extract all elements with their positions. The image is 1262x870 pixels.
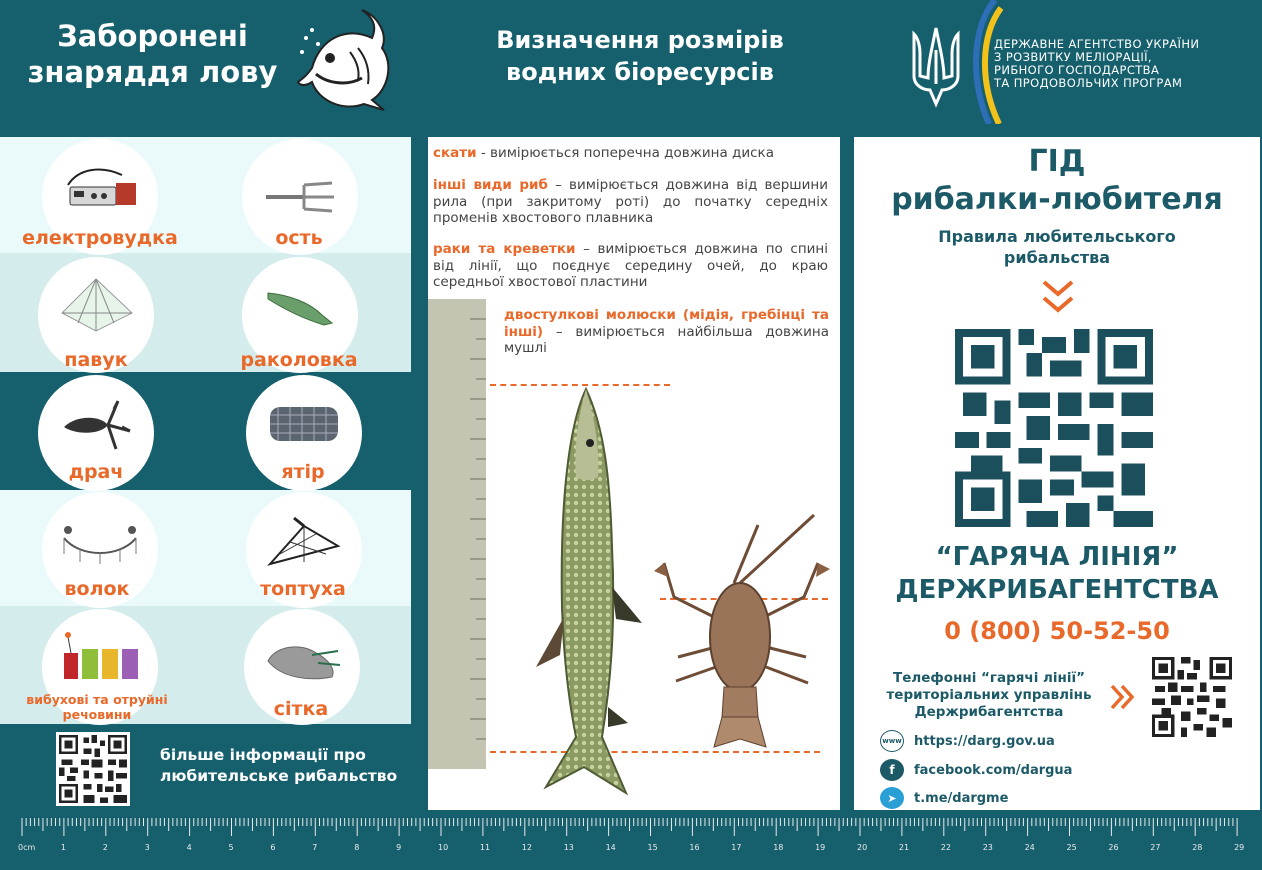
measurement-panel [428,137,840,810]
tool-label: ость [275,227,323,249]
ruler-unit-label: 0cm [18,843,36,852]
guide-title-line1: ГІД [1028,144,1086,179]
ruler-number: 8 [354,843,360,852]
agency-line4: ТА ПРОДОВОЛЬЧИХ ПРОГРАМ [994,76,1183,90]
size-determination-title [452,24,828,88]
fish-logo-icon [292,8,394,112]
size-title-line1: Визначення розмірів [496,26,784,54]
ruler-number: 9 [396,843,402,852]
info-qr-code-icon[interactable] [56,732,130,806]
ruler-number: 6 [270,843,276,852]
vertical-ruler [428,299,486,769]
ruler-number: 4 [186,843,192,852]
hotline-title-line2: ДЕРЖРИБАГЕНТСТВА [895,575,1219,605]
facebook-icon: f [880,759,904,781]
chevron-right-icon [1110,684,1136,710]
ruler-number: 25 [1066,843,1077,852]
guide-title [854,143,1260,219]
ruler-number: 15 [647,843,658,852]
ruler-number: 27 [1150,843,1161,852]
agency-line1: ДЕРЖАВНЕ АГЕНТСТВО УКРАЇНИ [994,37,1200,51]
term-other-fish: інші види риб [433,177,548,193]
telegram-icon: ➤ [880,787,904,809]
ruler-number: 20 [857,843,868,852]
ruler-number: 19 [815,843,826,852]
ruler-number: 29 [1234,843,1245,852]
term-crayfish: раки та креветки [433,241,576,257]
measure-rays: скати - вимірюється поперечна довжина диска [433,145,774,161]
ruler-number: 17 [731,843,742,852]
tool-label: вибухові та отруйні речовини [26,692,168,722]
banned-gear-title [20,18,285,90]
hotline-title-line1: “ГАРЯЧА ЛІНІЯ” [935,542,1179,572]
agency-line2: З РОЗВИТКУ МЕЛІОРАЦІЇ, [994,50,1152,64]
fish-top-line [490,384,670,386]
more-info-text: більше інформації про любительське рибальство [160,746,398,785]
ruler-number: 28 [1192,843,1203,852]
term-rays: скати [433,145,477,161]
ruler-number: 1 [60,843,66,852]
tool-label: ятір [281,461,325,483]
banned-gear-title-line1: Заборонені [57,19,248,53]
ruler-number: 14 [605,843,616,852]
tool-label: сітка [273,698,329,720]
measure-other-fish: інші види риб – вимірюється довжина від вершини рила (при закритому роті) до початку середніх променів хвостового плавника [433,177,829,226]
tool-label: раколовка [240,349,358,371]
guide-panel [854,137,1260,810]
tool-label: волок [64,578,130,600]
pike-image [516,387,656,797]
hotline-phone[interactable]: 0 (800) 50-52-50 [944,617,1170,645]
tool-label: павук [64,349,128,371]
banned-gear-panel [0,137,411,724]
ruler-number: 5 [228,843,234,852]
ruler-number: 21 [898,843,910,852]
regional-hotlines-text: Телефонні “гарячі лінії” територіальних управлінь Держрибагентства [886,670,1092,720]
guide-subtitle: Правила любительського рибальства [938,227,1176,267]
guide-title-line2: рибалки-любителя [891,182,1223,217]
ruler-number: 16 [689,843,700,852]
ruler-number: 12 [521,843,532,852]
term-molluscs: двостулкові молюски (мідія, гребінці та інші) [504,307,829,340]
ruler-number: 10 [438,843,449,852]
www-icon: www [880,730,904,752]
ruler-number: 18 [773,843,784,852]
ruler-number: 23 [982,843,993,852]
tool-label: топтуха [260,578,346,600]
facebook-link[interactable]: f facebook.com/dargua [880,759,1072,781]
horizontal-ruler [0,812,1262,870]
ruler-number: 24 [1024,843,1035,852]
tool-label: драч [68,461,124,483]
banned-gear-title-line2: знаряддя лову [27,55,278,89]
ruler-number: 2 [102,843,108,852]
size-title-line2: водних біоресурсів [506,58,774,86]
regional-qr-code-icon[interactable] [1152,657,1232,737]
ruler-number: 7 [312,843,318,852]
ruler-number: 13 [563,843,574,852]
agency-name [994,38,1234,90]
agency-line3: РИБНОГО ГОСПОДАРСТВА [994,63,1160,77]
crayfish-image [654,507,830,757]
measure-molluscs: двостулкові молюски (мідія, гребінці та інші) – вимірюється найбільша довжина мушлі [504,307,829,356]
ruler-number: 22 [940,843,951,852]
chevron-down-icon [1042,280,1074,314]
guide-qr-code-icon[interactable] [955,329,1153,527]
website-link[interactable]: www https://darg.gov.ua [880,730,1055,752]
measure-crayfish: раки та креветки – вимірюється довжина по спині від лінії, що поєднує середину очей, до краю середньої хвостової пластини [433,241,828,290]
telegram-link[interactable]: ➤ t.me/dargme [880,787,1008,809]
tool-label: електровудка [22,227,178,249]
ruler-number: 11 [479,843,491,852]
hotline-title [854,541,1260,607]
ruler-number: 3 [144,843,150,852]
ruler-number: 26 [1108,843,1119,852]
